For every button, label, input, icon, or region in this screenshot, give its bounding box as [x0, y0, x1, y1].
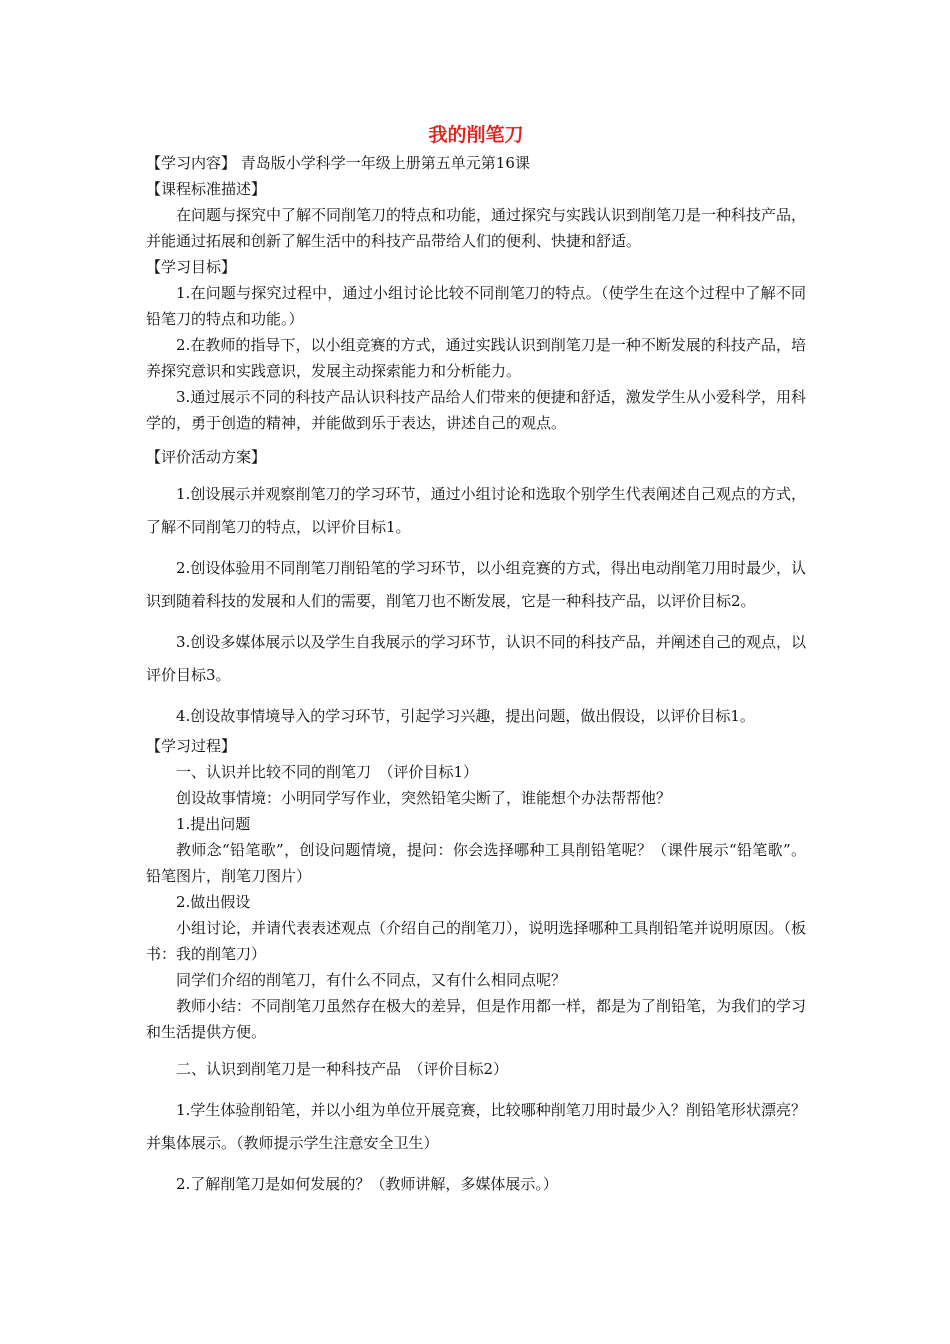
eval-item: 3.创设多媒体展示以及学生自我展示的学习环节，认识不同的科技产品，并阐述自己的观点，以评价目标3。	[146, 633, 806, 684]
goal-item: 2.在教师的指导下，以小组竞赛的方式，通过实践认识到削笔刀是一种不断发展的科技产品，培养探究意识和实践意识，发展主动探索能力和分析能力。	[146, 336, 806, 380]
section-label-content: 【学习内容】	[146, 154, 237, 172]
part2-heading: 二、认识到削笔刀是一种科技产品 （评价目标2）	[176, 1060, 509, 1078]
step2-question: 同学们介绍的削笔刀，有什么不同点，又有什么相同点呢？	[176, 971, 567, 989]
step1-heading: 1.提出问题	[176, 815, 251, 833]
section-label-eval: 【评价活动方案】	[146, 448, 267, 466]
step2-summary: 教师小结：不同削笔刀虽然存在极大的差异，但是作用都一样，都是为了削铅笔，为我们的学习和生活提供方便。	[146, 997, 807, 1041]
part1-story: 创设故事情境：小明同学写作业，突然铅笔尖断了，谁能想个办法帮帮他？	[176, 789, 672, 807]
eval-item: 1.创设展示并观察削笔刀的学习环节，通过小组讨论和选取个别学生代表阐述自己观点的方式，了解不同削笔刀的特点，以评价目标1。	[146, 485, 806, 536]
content-text: 青岛版小学科学一年级上册第五单元第16课	[240, 154, 530, 172]
section-label-standard: 【课程标准描述】	[146, 180, 267, 198]
document-title: 我的削笔刀	[428, 124, 524, 146]
step2-heading: 2.做出假设	[176, 893, 251, 911]
goal-item: 3.通过展示不同的科技产品认识科技产品给人们带来的便捷和舒适，激发学生从小爱科学，用科学的，勇于创造的精神，并能做到乐于表达，讲述自己的观点。	[146, 388, 806, 432]
goal-item: 1.在问题与探究过程中，通过小组讨论比较不同削笔刀的特点。（使学生在这个过程中了解不同铅笔刀的特点和功能。）	[146, 284, 806, 328]
content-line	[146, 150, 806, 176]
part1-heading: 一、认识并比较不同的削笔刀 （评价目标1）	[176, 763, 479, 781]
part2-item: 1.学生体验削铅笔，并以小组为单位开展竞赛，比较哪种削笔刀用时最少入？削铅笔形状漂亮？并集体展示。（教师提示学生注意安全卫生）	[146, 1101, 806, 1152]
step2-text: 小组讨论，并请代表表述观点（介绍自己的削笔刀），说明选择哪种工具削铅笔并说明原因。（板书：我的削笔刀）	[146, 919, 807, 963]
step1-text: 教师念“铅笔歌”，创设问题情境，提问：你会选择哪种工具削铅笔呢？（课件展示“铅笔歌”。铅笔图片，削笔刀图片）	[146, 841, 806, 885]
section-label-goals: 【学习目标】	[146, 258, 237, 276]
section-label-process: 【学习过程】	[146, 737, 237, 755]
document-page	[146, 120, 806, 1201]
standard-text: 在问题与探究中了解不同削笔刀的特点和功能，通过探究与实践认识到削笔刀是一种科技产品，并能通过拓展和创新了解生活中的科技产品带给人们的便利、快捷和舒适。	[146, 206, 807, 250]
part2-item: 2.了解削笔刀是如何发展的？（教师讲解，多媒体展示。）	[176, 1175, 558, 1193]
eval-item: 4.创设故事情境导入的学习环节，引起学习兴趣，提出问题，做出假设，以评价目标1。	[176, 707, 755, 725]
eval-item: 2.创设体验用不同削笔刀削铅笔的学习环节，以小组竞赛的方式，得出电动削笔刀用时最少，认识到随着科技的发展和人们的需要，削笔刀也不断发展，它是一种科技产品，以评价目标2。	[146, 559, 806, 610]
